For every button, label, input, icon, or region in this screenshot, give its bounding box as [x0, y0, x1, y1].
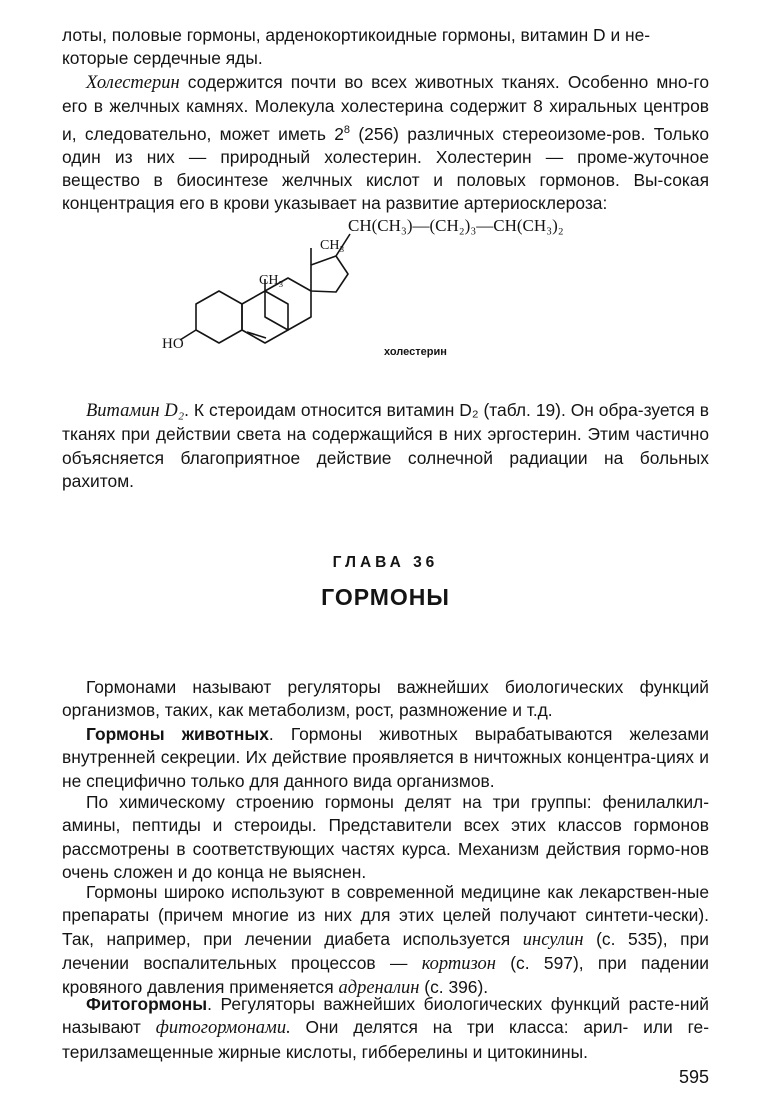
- text-run: По химическому строению гормоны делят на три группы: фенилалкил-амины, пептиды и стероиды. Представители всех этих классов гормонов рассмотрены в соответствующих частях курса. Механизм действия гормо-нов очень сложен и до конца не выяснен.: [62, 792, 709, 882]
- paragraph-cholesterol: [62, 71, 709, 216]
- paragraph-vitamin-d2: [62, 399, 709, 493]
- methyl-top-label: CH₃: [320, 238, 345, 253]
- term-animal-hormones: Гормоны животных: [86, 724, 269, 744]
- term-vitamin-d2: Витамин D₂: [86, 401, 185, 421]
- text-run: (с. 535), при лечении воспалительных процессов —: [62, 928, 709, 973]
- text-run: содержится почти во всех животных тканях. Особенно мно-го его в желчных камнях. Молекула холестерина содержит 8 хиральных центров и, следовательно, может иметь 2: [62, 72, 709, 144]
- term-phytohormones-italic: фитогормонами.: [155, 1018, 291, 1039]
- paragraph-phytohormones: [62, 993, 709, 1064]
- ring-d: [311, 256, 348, 292]
- text-line: которые сердечные яды.: [62, 48, 263, 69]
- page-number: 595: [678, 1067, 709, 1087]
- text-run: (с. 396).: [419, 977, 489, 998]
- molecule-caption: холестерин: [384, 346, 447, 358]
- methyl-mid-label: CH₃: [259, 273, 284, 288]
- text-run: (256) различных стереоизоме-ров. Только один из них — природный холестерин. Холестерин — проме-жуточное вещество в биосинтезе желчных кислот и половых гормонов. Вы-сокая концентрация его в крови указывает на развитие артериосклероза:: [62, 123, 709, 214]
- text-run: . Гормоны животных вырабатываются железами внутренней секреции. Их действие проявляется в ничтожных концентра-циях и не специфично только для данного вида организмов.: [62, 724, 709, 791]
- chapter-title: ГОРМОНЫ: [321, 584, 450, 610]
- text-run: . Регуляторы важнейших биологических функций расте-ний называют: [62, 994, 709, 1038]
- hydroxyl-label: HO: [162, 336, 184, 352]
- text-run: Гормонами называют регуляторы важнейших биологических функций организмов, таких, как метаболизм, рост, размножение и т.д.: [62, 677, 709, 721]
- term-insulin: инсулин: [522, 929, 584, 950]
- text-run: . К стероидам относится витамин D₂ (табл. 19). Он обра-зуется в тканях при действии света на содержащийся в них эргостерин. Этим частично объясняется благоприятное действие солнечной радиации на больных рахитом.: [62, 400, 709, 491]
- side-chain-label: CH(CH₃)—(CH₂)₃—CH(CH₃)₂: [348, 216, 564, 235]
- text-run: (с. 597), при падении кровяного давления применяется: [62, 952, 709, 998]
- paragraph-medicine: [62, 881, 709, 1000]
- ring-a: [196, 291, 242, 343]
- text-run: Гормоны широко используют в современной медицине как лекарствен-ные препараты (причем многие из них для этих целей получают синтети-чески). Так, например, при лечении диабета используется: [62, 882, 709, 949]
- term-adrenaline: адреналин: [338, 978, 420, 999]
- paragraph-animal-hormones: [62, 723, 709, 793]
- chapter-label: ГЛАВА 36: [332, 554, 439, 571]
- paragraph-hormones-definition: [62, 676, 709, 723]
- paragraph-chemical-structure: [62, 791, 709, 884]
- paragraph-continuation: [62, 24, 709, 71]
- text-run: Они делятся на три класса: арил- или ге-терилзамещенные жирные кислоты, гибберелины и цитокинины.: [62, 1017, 710, 1062]
- term-cholesterol: Холестерин: [86, 73, 180, 93]
- superscript: 8: [343, 123, 351, 136]
- term-phytohormones: Фитогормоны: [86, 994, 208, 1014]
- text-line: лоты, половые гормоны, арденокортикоидные гормоны, витамин D и не-: [62, 25, 651, 45]
- cholesterol-structure-diagram: [162, 210, 630, 370]
- term-cortisone: кортизон: [421, 953, 496, 974]
